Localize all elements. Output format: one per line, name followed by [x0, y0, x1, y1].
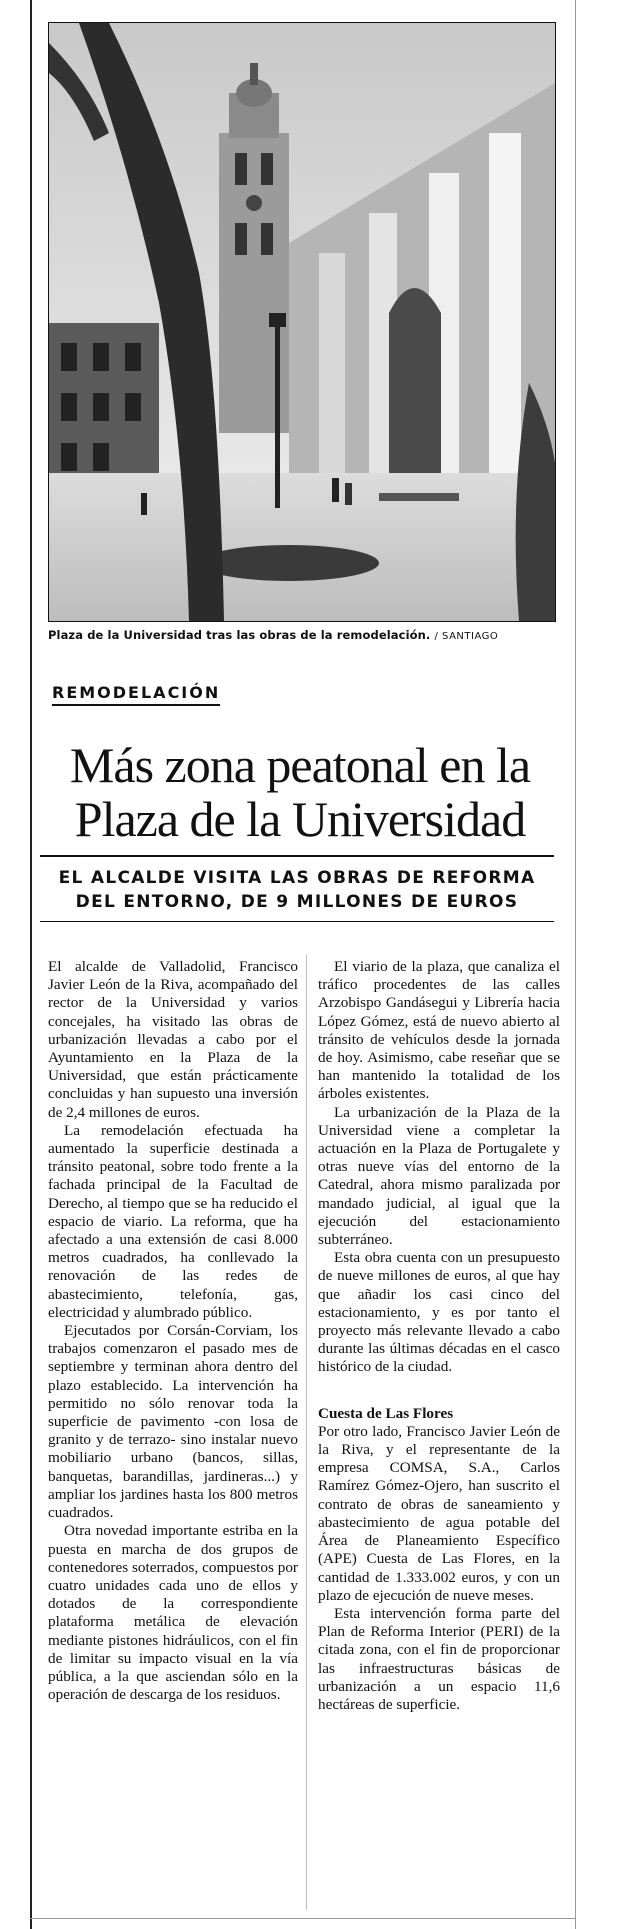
page-border-left [30, 0, 32, 1929]
body-paragraph: Esta obra cuenta con un presupuesto de nueve millones de euros, al que hay que añadir los casi cinco del estacionamiento, y es por tanto el proyecto más relevante llevado a cabo durante las últimas décadas en el casco histórico de la ciudad. [318, 1249, 560, 1376]
article-headline: Más zona peatonal en la Plaza de la Universidad [69, 737, 531, 847]
body-paragraph: Esta intervención forma parte del Plan de Reforma Interior (PERI) de la citada zona, con el fin de proporcionar las infraestructuras básicas de urbanización a un espacio 11,6 hectáreas de superficie. [318, 1604, 560, 1713]
body-paragraph: La remodelación efectuada ha aumentado la superficie destinada a tránsito peatonal, sobre todo frente a la fachada principal de la Facultad de Derecho, al tiempo que se ha reducido el espacio de viario. La reforma, que ha afectado a una extensión de casi 8.000 metros cuadrados, ha conllevado la renovación de las redes de abastecimiento, telefonía, gas, electricidad y alumbrado público. [48, 1121, 298, 1321]
column-divider [306, 955, 307, 1910]
photo-caption [48, 628, 568, 642]
body-paragraph: La urbanización de la Plaza de la Universidad viene a completar la actuación en la Plaza de Portugalete y otras nueve vías del entorno de la Catedral, ahora mismo paralizada por mandado judicial, al igual que la ejecución del estacionamiento subterráneo. [318, 1103, 560, 1249]
section-label: REMODELACIÓN [52, 683, 220, 706]
article-subheadline: EL ALCALDE VISITA LAS OBRAS DE REFORMA DEL ENTORNO, DE 9 MILLONES DE EUROS [58, 868, 536, 912]
headline-rule-bottom [40, 921, 554, 922]
article-photo [48, 22, 556, 622]
page-border-right [575, 0, 576, 1929]
plaza-photo-illustration [49, 23, 555, 621]
page-border-bottom [30, 1918, 576, 1919]
photo-caption-text: Plaza de la Universidad tras las obras de la remodelación. [48, 628, 431, 642]
body-paragraph: Otra novedad importante estriba en la puesta en marcha de dos grupos de contenedores soterrados, compuestos por cuatro unidades cada uno de ellos y dotados de la correspondiente plataforma metálica de elevación mediante pistones hidráulicos, con el fin de limitar su impacto visual en la vía pública, a la que asciendan sólo en la operación de descarga de los residuos. [48, 1522, 298, 1704]
body-paragraph: El viario de la plaza, que canaliza el tráfico procedentes de las calles Arzobispo Gandásegui y Librería hacia López Gómez, está de nuevo abierto al tránsito de vehículos desde la jornada de hoy. Asimismo, cabe reseñar que se han mantenido la totalidad de los árboles existentes. [318, 958, 560, 1103]
body-paragraph: El alcalde de Valladolid, Francisco Javier León de la Riva, acompañado del rector de la Universidad y varios concejales, ha visitado las obras de urbanización llevadas a cabo por el Ayuntamiento en la Plaza de la Universidad, que están prácticamente concluidas y han supuesto una inversión de 2,4 millones de euros. [48, 958, 298, 1121]
body-column-left [48, 958, 298, 1704]
subsection-title: Cuesta de Las Flores [318, 1404, 454, 1422]
body-paragraph: Ejecutados por Corsán-Corviam, los trabajos comenzaron el pasado mes de septiembre y terminan ahora dentro del plazo establecido. La intervención ha permitido no sólo renovar toda la superficie de pavimento -con losa de granito y de terrazo- sino instalar nuevo mobiliario urbano (bancos, sillas, banquetas, barandillas, jardineras...) y ampliar los jardines hasta los 800 metros cuadrados. [48, 1322, 298, 1522]
body-paragraph: Por otro lado, Francisco Javier León de la Riva, y el representante de la empresa COMSA, S.A., Carlos Ramírez Gómez-Ojero, han suscrito el contrato de obras de saneamiento y abastecimiento de agua potable del Área de Planeamiento Específico (APE) Cuesta de Las Flores, en la cantidad de 1.333.002 euros, y con un plazo de ejecución de nueve meses. [318, 1422, 560, 1604]
headline-rule-top [40, 855, 554, 857]
photo-credit: / SANTIAGO [434, 631, 499, 642]
body-column-right [318, 958, 560, 1714]
